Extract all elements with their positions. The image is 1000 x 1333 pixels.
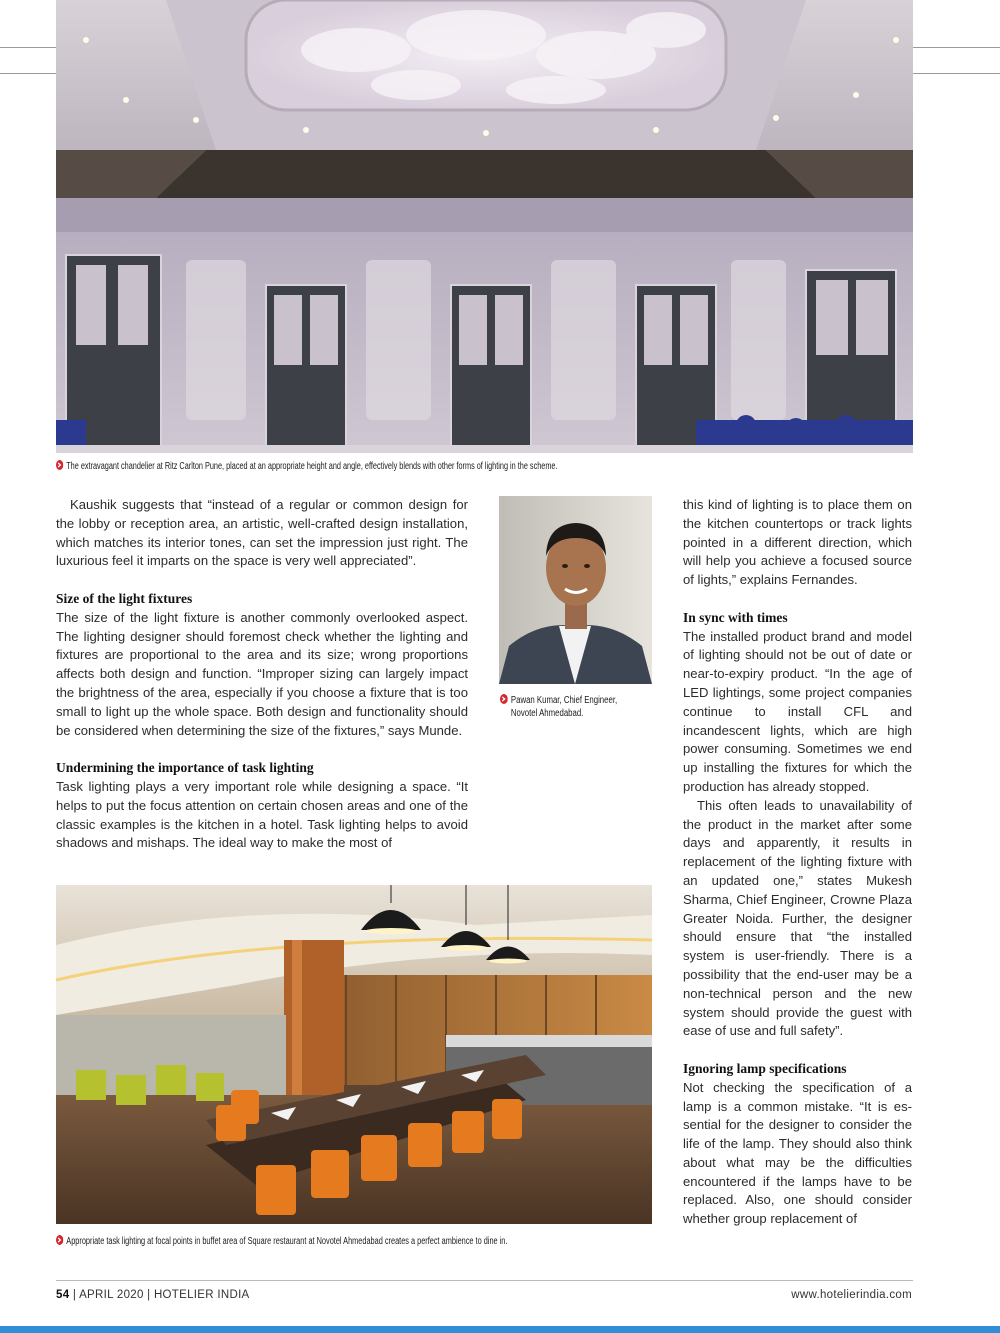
restaurant-caption (56, 1235, 666, 1248)
left-paragraph-1: Kaushik suggests that “instead of a regular or common design for the lobby or reception area, an artistic, well-crafted design installation, which matches its interior tones, can set the impression just right. The luxurious feel it imparts on the space is very well appreciated”. (56, 497, 468, 569)
ballroom-photo (56, 0, 913, 453)
footer-rule (56, 1280, 913, 1281)
ballroom-caption (56, 460, 713, 473)
page-number: 54 (56, 1289, 70, 1301)
portrait-caption-line1: Pawan Kumar, Chief Engineer, (510, 695, 618, 706)
left-paragraph-3: Task lighting plays a very important role while designing a space. “It helps to put the focus attention on certain chosen areas and one of the classic examples is the kitchen in a hotel. Task lighting helps to avoid shadows and mishaps. The ideal way to make the most of (56, 778, 468, 851)
bottom-accent-band (0, 1326, 1000, 1333)
right-paragraph-2: The installed product brand and model of lighting should not be out of date or near-to-expiry product. “In the age of LED lightings, some project companies continue to install CFL and incandescent lights, which are high power consuming. Sometimes we end up installing the fixtures for which the production has already stopped. (683, 628, 912, 794)
ballroom-caption-text: The extravagant chandelier at Ritz Carlton Pune, placed at an appropriate height and angle, effectively blends with other forms of lighting in the scheme. (66, 461, 558, 472)
footer-left: 54 | APRIL 2020 | HOTELIER INDIA (56, 1289, 250, 1301)
heading-task-lighting: Undermining the importance of task lighting (56, 760, 314, 776)
restaurant-photo (56, 885, 652, 1224)
portrait-caption (500, 694, 656, 720)
footer-url[interactable]: www.hotelierindia.com (791, 1289, 912, 1301)
portrait-caption-line2: Novotel Ahmedabad. (510, 708, 584, 719)
caption-arrow-icon (56, 460, 63, 470)
magazine-name: HOTELIER INDIA (153, 1289, 250, 1301)
right-paragraph-3: This often leads to unavailability of the product in the market after some days and apparently, it results in replacement of the lighting fixture with an updated one,” states Mukesh Sharma, Chief Engineer, Crowne Plaza Greater Noida. Further, the designer should ensure that “the installed system is user-friendly. There is a possibility that the end-user may be a non-technical person and the new system should provide the guest with ease of use and full safety”. (683, 797, 912, 1039)
restaurant-caption-text: Appropriate task lighting at focal points in buffet area of Square restaurant at Novotel Ahmedabad creates a perfect ambience to dine in. (66, 1236, 508, 1247)
portrait-photo (499, 496, 652, 684)
heading-in-sync: In sync with times (683, 609, 788, 625)
issue-date: APRIL 2020 (79, 1289, 144, 1301)
caption-arrow-icon (56, 1235, 63, 1245)
margin-rule-right-top (913, 47, 1000, 48)
margin-rule-bottom (0, 73, 56, 74)
right-paragraph-4: Not checking the specification of a lamp is a common mistake. “It is essential for the designer to consider the life of the lamp. They should also think about what may be the difficulties encountered if the lamps have to be replaced. Also, one should consider whether group replacement of (683, 1079, 912, 1227)
right-column (683, 496, 912, 1229)
caption-arrow-icon (500, 694, 508, 704)
left-paragraph-2: The size of the light fixture is another commonly overlooked aspect. The lighting designer should foremost check whether the lighting and fixtures are proportional to the area and its size; wrong proportions affects both design and function. “Improper sizing can largely impact the brightness of the area, especially if you choose a fixture that is too small to light up the whole space. Both design and functionality should be considered when determining the size of the fixtures,” says Munde. (56, 609, 468, 738)
heading-lamp-specs: Ignoring lamp specifications (683, 1060, 847, 1076)
margin-rule-right-bottom (913, 73, 1000, 74)
left-column (56, 496, 468, 853)
margin-rule-top (0, 47, 56, 48)
heading-size-of-fixtures: Size of the light fixtures (56, 590, 193, 606)
right-paragraph-1: this kind of lighting is to place them on the kitchen countertops or track lights pointed in a different direction, which will help you achieve a focused source of lights,” explains Fernandes. (683, 497, 912, 588)
